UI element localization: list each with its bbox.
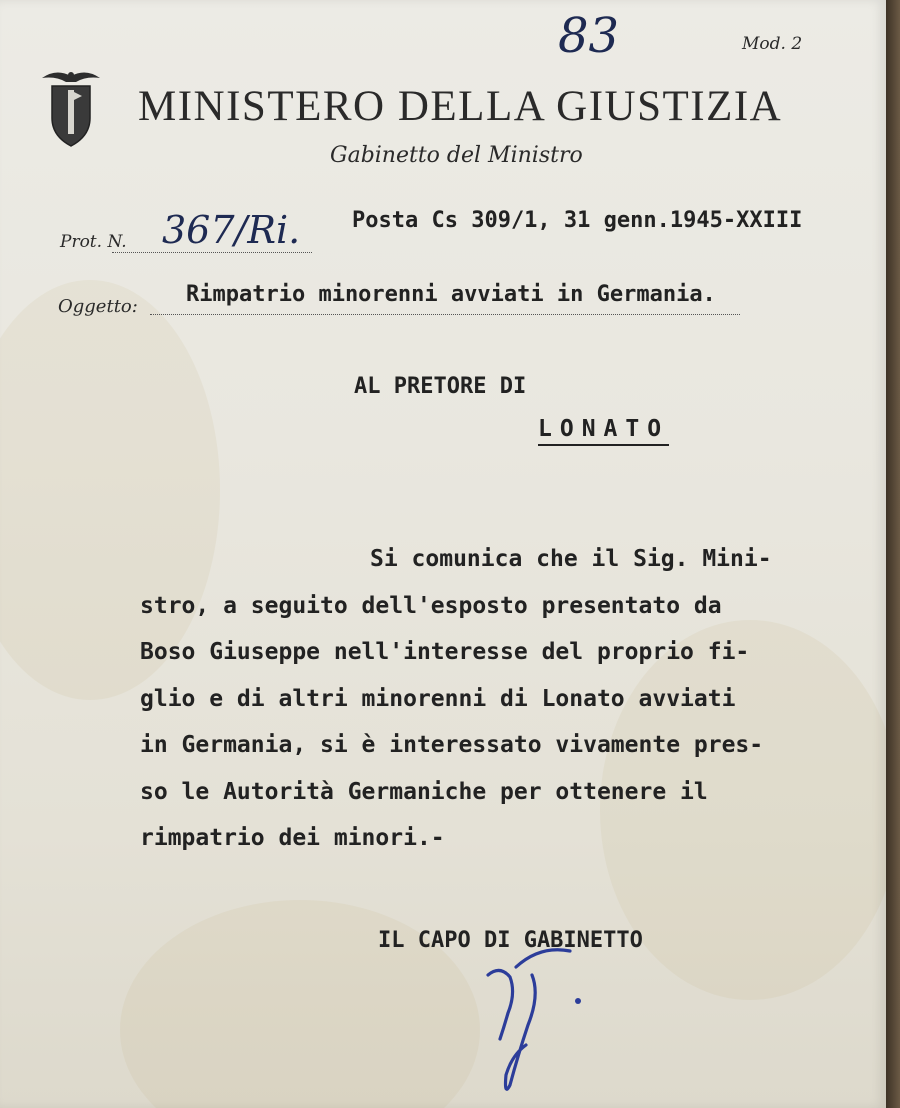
protocol-label: Prot. N. [60,232,127,252]
folio-number: 83 [558,8,620,64]
body-line: stro, a seguito dell'esposto presentato da [140,592,722,619]
office-subtitle: Gabinetto del Ministro [330,143,583,168]
body-line: glio e di altri minorenni di Lonato avviati [140,685,736,712]
body-line: Boso Giuseppe nell'interesse del proprio fi- [140,639,750,665]
body-line: rimpatrio dei minori.- [140,825,445,851]
subject-text: Rimpatrio minorenni avviati in Germania. [186,282,716,307]
handwritten-signature [470,935,600,1100]
addressee-line: AL PRETORE DI [354,374,527,399]
background-edge [886,0,900,1108]
addressee-place: LONATO [538,416,669,446]
body-line: in Germania, si è interessato vivamente pres- [140,732,764,758]
subject-dotted-line [150,314,740,315]
subject-label: Oggetto: [58,296,138,317]
ministry-title: MINISTERO DELLA GIUSTIZIA [138,83,783,130]
fasces-eagle-emblem-icon [38,66,104,150]
signatory-title: IL CAPO DI GABINETTO [378,928,643,953]
letter-body [140,536,772,862]
body-line: so le Autorità Germaniche per ottenere il [140,778,708,805]
posta-date-line: Posta Cs 309/1, 31 genn.1945-XXIII [352,208,803,233]
protocol-dotted-line [112,252,312,253]
body-line: Si comunica che il Sig. Mini- [370,546,772,572]
form-code: Mod. 2 [742,34,803,54]
protocol-number: 367/Ri. [162,208,301,252]
